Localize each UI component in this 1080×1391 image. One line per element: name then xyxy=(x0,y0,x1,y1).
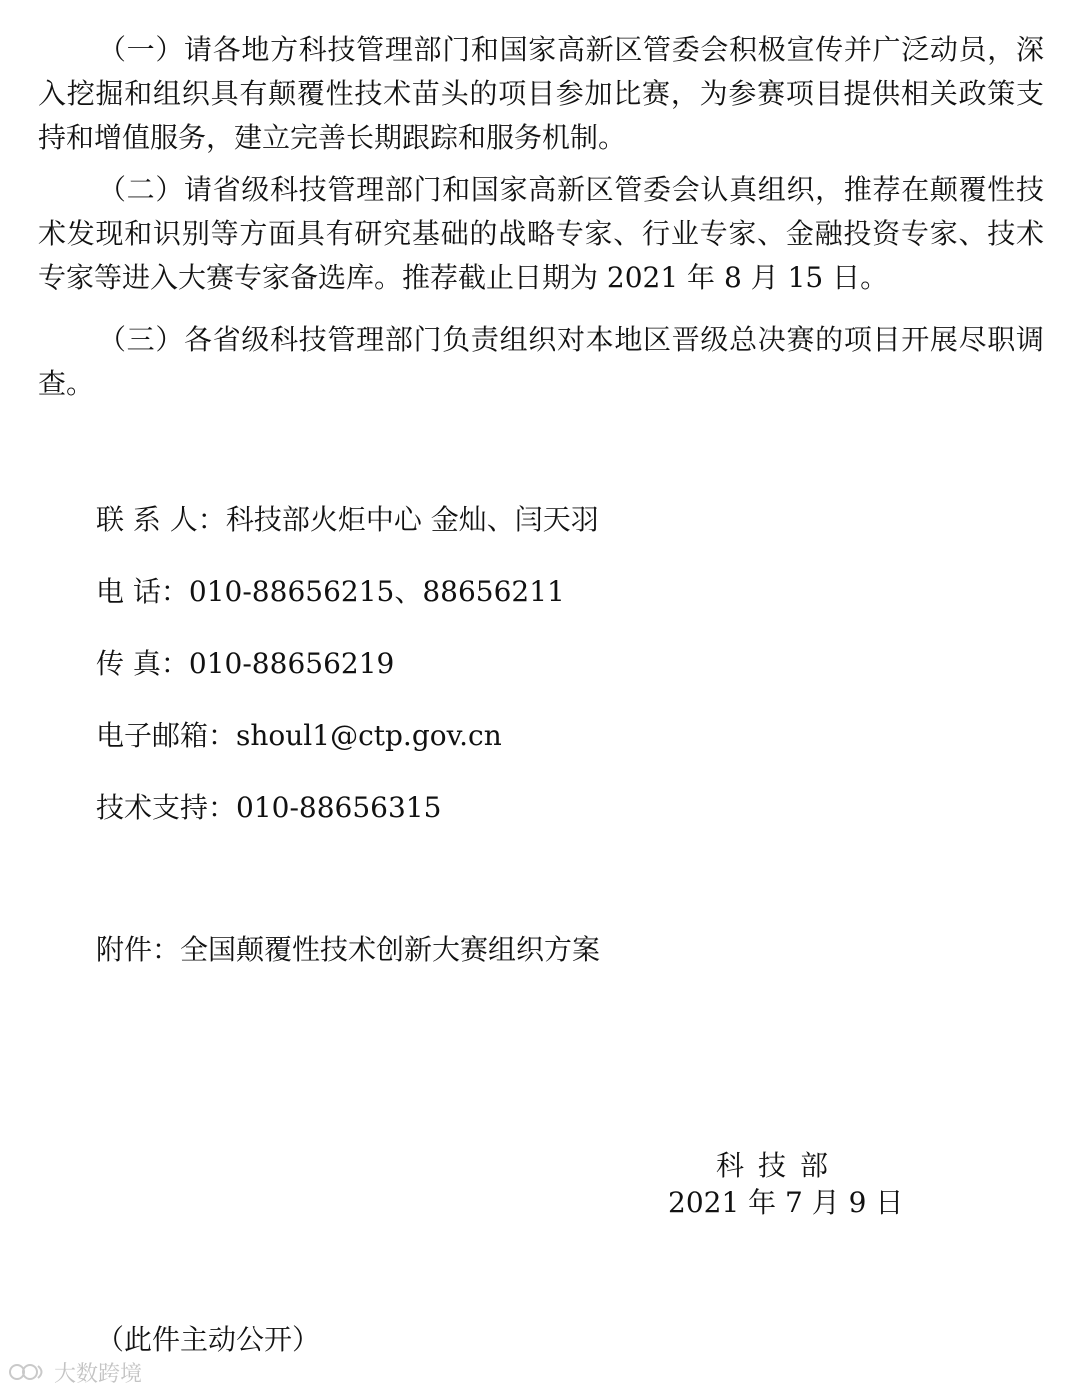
contact-support-value: 010-88656315 xyxy=(236,791,442,824)
contact-email-line xyxy=(96,716,502,756)
logo-icon xyxy=(8,1361,48,1383)
attachment-line: 附件：全国颠覆性技术创新大赛组织方案 xyxy=(96,933,601,966)
contact-email-label: 电子邮箱： xyxy=(96,719,237,752)
paragraph-2: （二）请省级科技管理部门和国家高新区管委会认真组织，推荐在颠覆性技术发现和识别等方面具有研究基础的战略专家、行业专家、金融投资专家、技术专家等进入大赛专家备选库。推荐截止日期为 2021 年 8 月 15 日。 xyxy=(38,173,1044,294)
contact-support-label: 技术支持： xyxy=(96,791,237,824)
contact-fax-label: 传 真： xyxy=(96,647,189,680)
watermark-text: 大数跨境 xyxy=(54,1361,143,1387)
paragraph-3: （三）各省级科技管理部门负责组织对本地区晋级总决赛的项目开展尽职调查。 xyxy=(38,323,1044,400)
contact-person-line xyxy=(96,500,599,540)
contact-phone-label: 电 话： xyxy=(96,575,189,608)
contact-phone-line xyxy=(96,572,565,612)
paragraph-1: （一）请各地方科技管理部门和国家高新区管委会积极宣传并广泛动员，深入挖掘和组织具有颠覆性技术苗头的项目参加比赛，为参赛项目提供相关政策支持和增值服务，建立完善长期跟踪和服务机制。 xyxy=(38,33,1044,154)
contact-fax-value: 010-88656219 xyxy=(188,647,395,680)
signature-date: 2021 年 7 月 9 日 xyxy=(668,1186,904,1219)
public-note: （此件主动公开） xyxy=(96,1323,321,1356)
contact-phone-value: 010-88656215、88656211 xyxy=(188,575,565,608)
contact-fax-line xyxy=(96,644,394,684)
contact-email-value: shoul1@ctp.gov.cn xyxy=(236,719,502,752)
contact-person-label: 联 系 人： xyxy=(96,503,226,536)
contact-person-value: 科技部火炬中心 金灿、闫天羽 xyxy=(225,503,599,536)
watermark xyxy=(8,1358,142,1386)
contact-support-line xyxy=(96,788,441,828)
signature-org: 科技部 xyxy=(716,1149,843,1182)
